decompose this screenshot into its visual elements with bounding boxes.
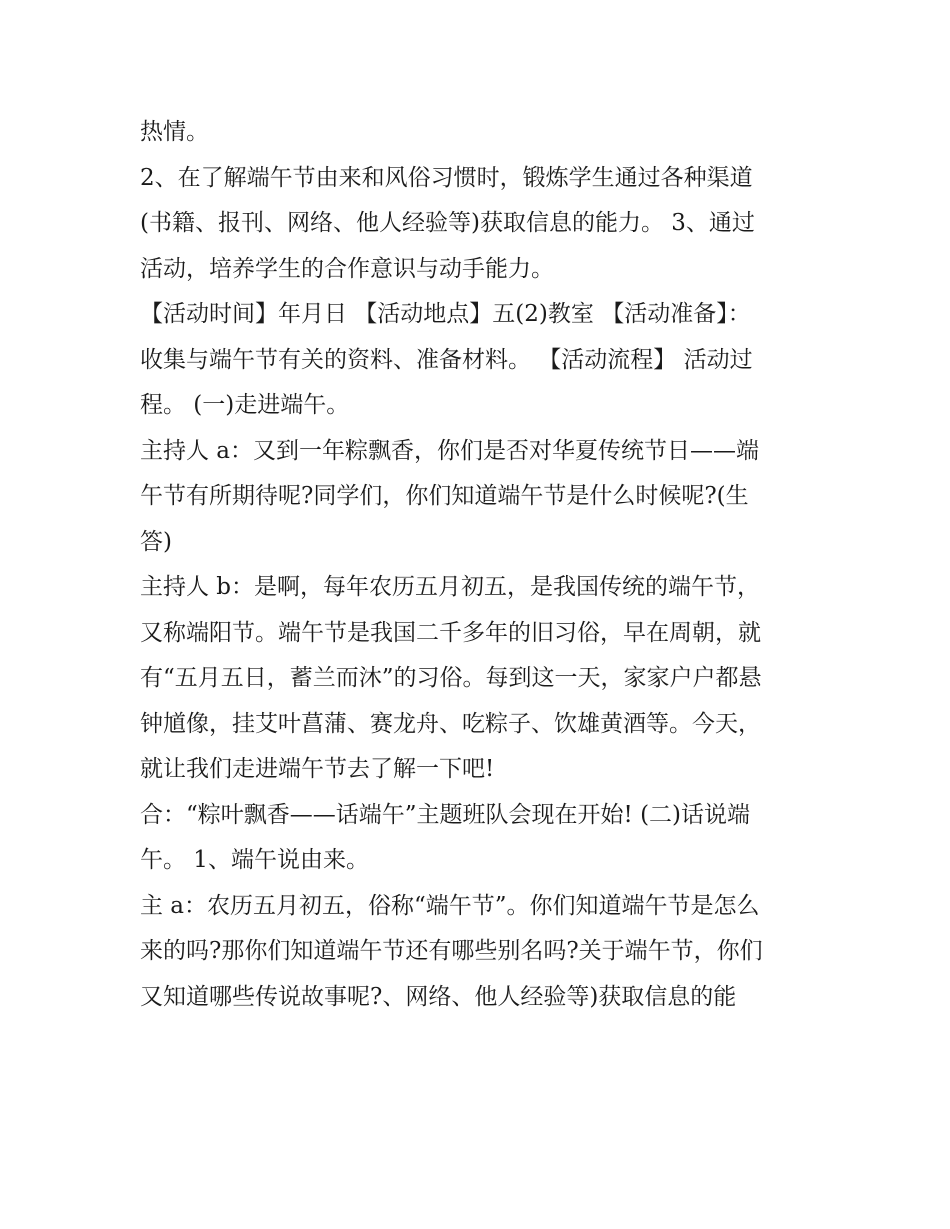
text-line: 答) [140, 528, 172, 555]
text-line: 有“五月五日，蓄兰而沐”的习俗。每到这一天，家家户户都悬 [140, 665, 762, 691]
document-body [140, 110, 820, 1020]
text-line: 程。 (一)走进端午。 [140, 392, 350, 418]
text-line: 合：“粽叶飘香——话端午”主题班队会现在开始! (二)话说端 [140, 801, 751, 828]
text-line: (书籍、报刊、网络、他人经验等)获取信息的能力。 3、通过 [140, 210, 755, 236]
text-line: 又称端阳节。端午节是我国二千多年的旧习俗，早在周朝，就 [140, 619, 761, 646]
text-line: 主持人 a：又到一年粽飘香，你们是否对华夏传统节日——端 [140, 437, 760, 464]
text-line: 活动，培养学生的合作意识与动手能力。 [140, 255, 554, 282]
text-line: 主持人 b：是啊，每年农历五月初五，是我国传统的端午节， [140, 574, 761, 600]
text-line: 午。 1、端午说由来。 [140, 847, 369, 873]
text-line: 收集与端午节有关的资料、准备材料。 【活动流程】 活动过 [140, 346, 753, 373]
text-line: 主 a：农历五月初五，俗称“端午节”。你们知道端午节是怎么 [140, 892, 760, 919]
text-line: 热情。 [140, 119, 209, 145]
text-line: 【活动时间】年月日 【活动地点】五(2)教室 【活动准备】： [140, 301, 751, 327]
text-line: 就让我们走进端午节去了解一下吧! [140, 756, 495, 782]
text-line: 钟馗像，挂艾叶菖蒲、赛龙舟、吃粽子、饮雄黄酒等。今天， [140, 710, 761, 737]
text-line: 午节有所期待呢?同学们，你们知道端午节是什么时候呢?(生 [140, 483, 749, 509]
text-line: 来的吗?那你们知道端午节还有哪些别名吗?关于端午节，你们 [140, 938, 763, 964]
text-line: 又知道哪些传说故事呢?、网络、他人经验等)获取信息的能 [140, 983, 737, 1010]
text-line: 2、在了解端午节由来和风俗习惯时，锻炼学生通过各种渠道 [140, 164, 753, 191]
